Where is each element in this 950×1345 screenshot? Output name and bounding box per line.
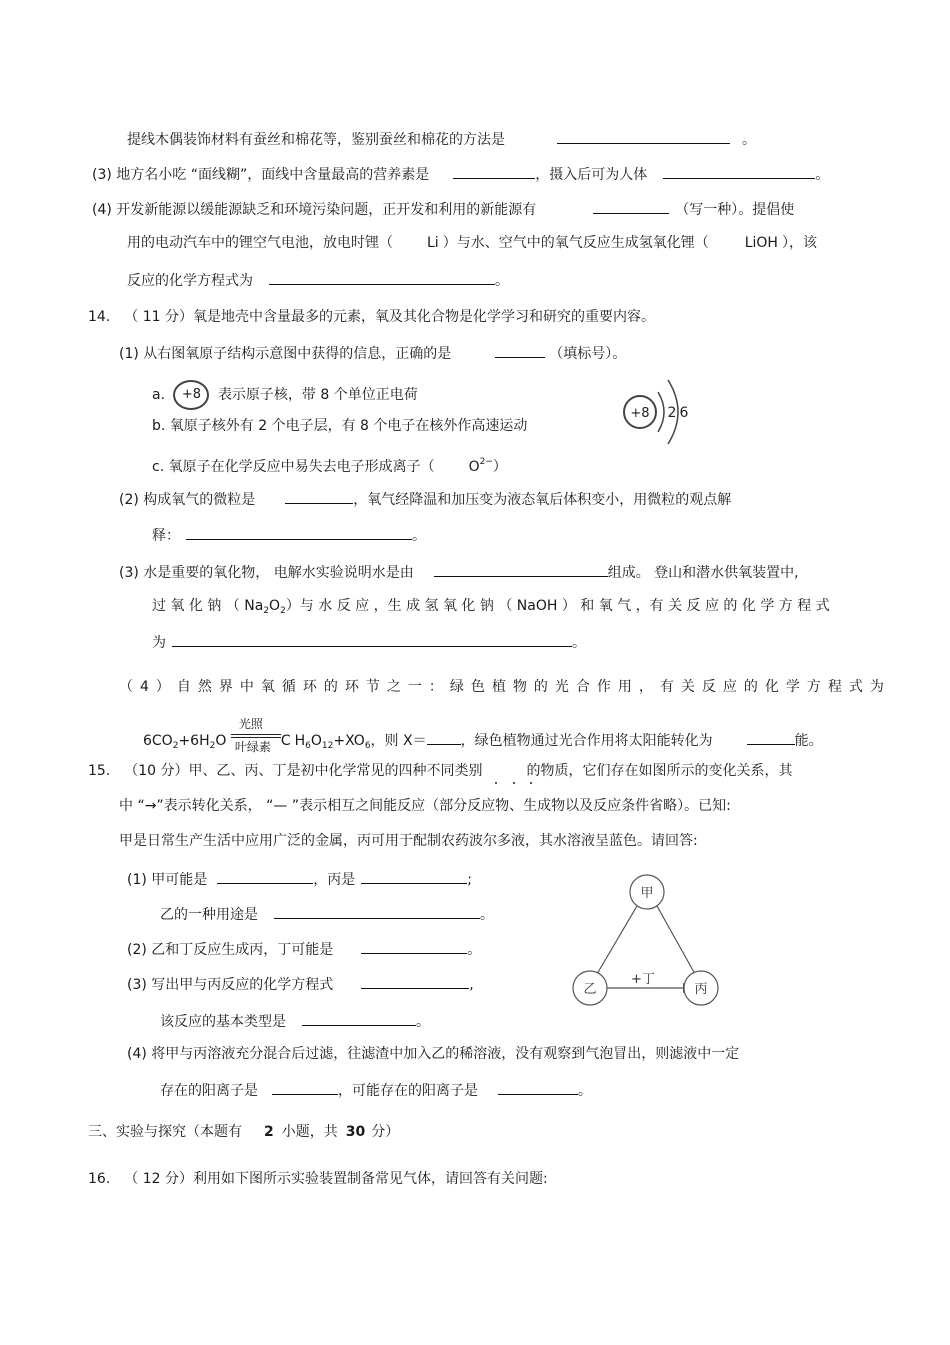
- shell-2-count: 6: [679, 405, 689, 421]
- answer-blank[interactable]: [217, 869, 313, 884]
- answer-blank[interactable]: [186, 525, 412, 540]
- edge-jia-bing: [657, 906, 695, 974]
- q15-part1: (1) 甲可能是 ，丙是 ;: [127, 869, 472, 889]
- q13-part4-line1: (4) 开发新能源以缓能源缺乏和环境污染问题，正开发和利用的新能源有 （写一种）。提倡使: [92, 199, 794, 219]
- answer-blank[interactable]: [747, 730, 795, 745]
- q15-part4: (4) 将甲与丙溶液充分混合后过滤，往滤渣中加入乙的稀溶液，没有观察到气泡冒出，则滤液中一定: [127, 1046, 740, 1062]
- node-jia-label: 甲: [640, 886, 654, 901]
- answer-blank[interactable]: [361, 974, 469, 989]
- q14-option-c: c. 氧原子在化学反应中易失去电子形成离子（ $O^{2-}$）: [152, 457, 507, 475]
- substance-relation-diagram: [565, 870, 725, 1010]
- node-bing-label: 丙: [694, 982, 708, 997]
- answer-blank[interactable]: [453, 164, 535, 179]
- answer-blank[interactable]: [272, 1080, 338, 1095]
- answer-blank[interactable]: [302, 1011, 416, 1026]
- q14-heading: 14. （ 11 分）氧是地壳中含量最多的元素，氧及其化合物是化学学习和研究的重要内容。: [88, 309, 655, 325]
- q14-part3-line2: 过 氧 化 钠 （ $Na_2O_2$）与 水 反 应 ，生 成 氢 氧 化 钠 （ NaOH ） 和 氧 气 ，有 关 反 应 的 化 学 方 程 式: [152, 598, 830, 616]
- reaction-condition: 光照 叶绿素: [231, 727, 281, 745]
- q15-part3: (3) 写出甲与丙反应的化学方程式 ,: [127, 974, 474, 994]
- q15-part4-line2: 存在的阳离子是 ，可能存在的阳离子是 。: [160, 1080, 592, 1100]
- q13-part4-line3: 反应的化学方程式为 。: [127, 270, 509, 290]
- edge-jia-yi: [597, 906, 637, 974]
- q15-part2: (2) 乙和丁反应生成丙，丁可能是 。: [127, 939, 481, 959]
- q15-part3-type: 该反应的基本类型是 。: [160, 1011, 430, 1031]
- electron-shell-1: [658, 392, 664, 432]
- q15-line2: 中 “→”表示转化关系， “— ”表示相互之间能反应（部分反应物、生成物以及反应条件省略）。已知:: [119, 798, 731, 814]
- photosynthesis-equation: $6CO_2+6H_2O$ 光照 叶绿素 C $H_6O_{12}+XO_6$，则 X＝ ，绿色植物通过光合作用将太阳能转化为 能。: [143, 717, 823, 754]
- nucleus-icon: +8: [173, 380, 209, 410]
- q14-option-a: a. +8 表示原子核，带 8 个单位正电荷: [152, 380, 418, 410]
- node-yi-label: 乙: [583, 982, 597, 997]
- q14-part3-line3: 为 。: [152, 632, 586, 652]
- answer-blank[interactable]: [427, 730, 461, 745]
- answer-blank[interactable]: [274, 904, 480, 919]
- q16-heading: 16. （ 12 分）利用如下图所示实验装置制备常见气体，请回答有关问题:: [88, 1171, 548, 1187]
- answer-blank[interactable]: [593, 199, 669, 214]
- shell-1-count: 2: [667, 405, 677, 421]
- q14-option-b: b. 氧原子核外有 2 个电子层，有 8 个电子在核外作高速运动: [152, 418, 528, 434]
- answer-blank[interactable]: [663, 164, 815, 179]
- q14-part4: （4）自然界中氧循环的环节之一：绿色植物的光合作用，有关反应的化学方程式为: [119, 679, 891, 695]
- answer-blank[interactable]: [557, 129, 730, 144]
- section-three-heading: 三、实验与探究（本题有 2 小题，共 30 分）: [88, 1124, 400, 1140]
- answer-blank[interactable]: [495, 343, 545, 358]
- emphasis-dot: [495, 782, 497, 784]
- answer-blank[interactable]: [285, 489, 353, 504]
- emphasis-dot: [530, 782, 532, 784]
- q15-line3: 甲是日常生产生活中应用广泛的金属，丙可用于配制农药波尔多液，其水溶液呈蓝色。请回答:: [119, 833, 698, 849]
- answer-blank[interactable]: [498, 1080, 578, 1095]
- equals-line-1: [231, 734, 281, 735]
- q14-part1: (1) 从右图氧原子结构示意图中获得的信息，正确的是 （填标号）。: [119, 343, 626, 363]
- q14-part3: (3) 水是重要的氧化物， 电解水实验说明水是由 组成。 登山和潜水供氧装置中,: [119, 562, 799, 582]
- oxygen-atom-diagram: [618, 370, 698, 456]
- q15-heading: 15. （10 分）甲、乙、丙、丁是初中化学常见的四种不同类别 的物质，它们存在如图所示的变化关系，其: [88, 763, 793, 779]
- q13-part4-line2: 用的电动汽车中的锂空气电池，放电时锂（ Li ）与水、空气中的氧气反应生成氢氧化锂（ LiOH ），该: [127, 235, 817, 251]
- answer-blank[interactable]: [361, 939, 467, 954]
- q13-part3: (3) 地方名小吃 “面线糊”，面线中含量最高的营养素是 ，摄入后可为人体 。: [92, 164, 829, 184]
- q14-part2: (2) 构成氧气的微粒是 ，氧气经降温和加压变为液态氧后体积变小，用微粒的观点解: [119, 489, 731, 509]
- answer-blank[interactable]: [172, 632, 572, 647]
- arrow-label: +丁: [631, 972, 655, 987]
- q13-line-silk: 提线木偶装饰材料有蚕丝和棉花等，鉴别蚕丝和棉花的方法是 。: [127, 129, 756, 149]
- q15-part1-use: 乙的一种用途是 。: [160, 904, 494, 924]
- answer-blank[interactable]: [269, 270, 495, 285]
- answer-blank[interactable]: [361, 869, 467, 884]
- emphasis-dot: [513, 782, 515, 784]
- answer-blank[interactable]: [434, 562, 608, 577]
- atom-nucleus-label: +8: [630, 406, 650, 421]
- q14-part2-explain: 释： 。: [152, 525, 426, 545]
